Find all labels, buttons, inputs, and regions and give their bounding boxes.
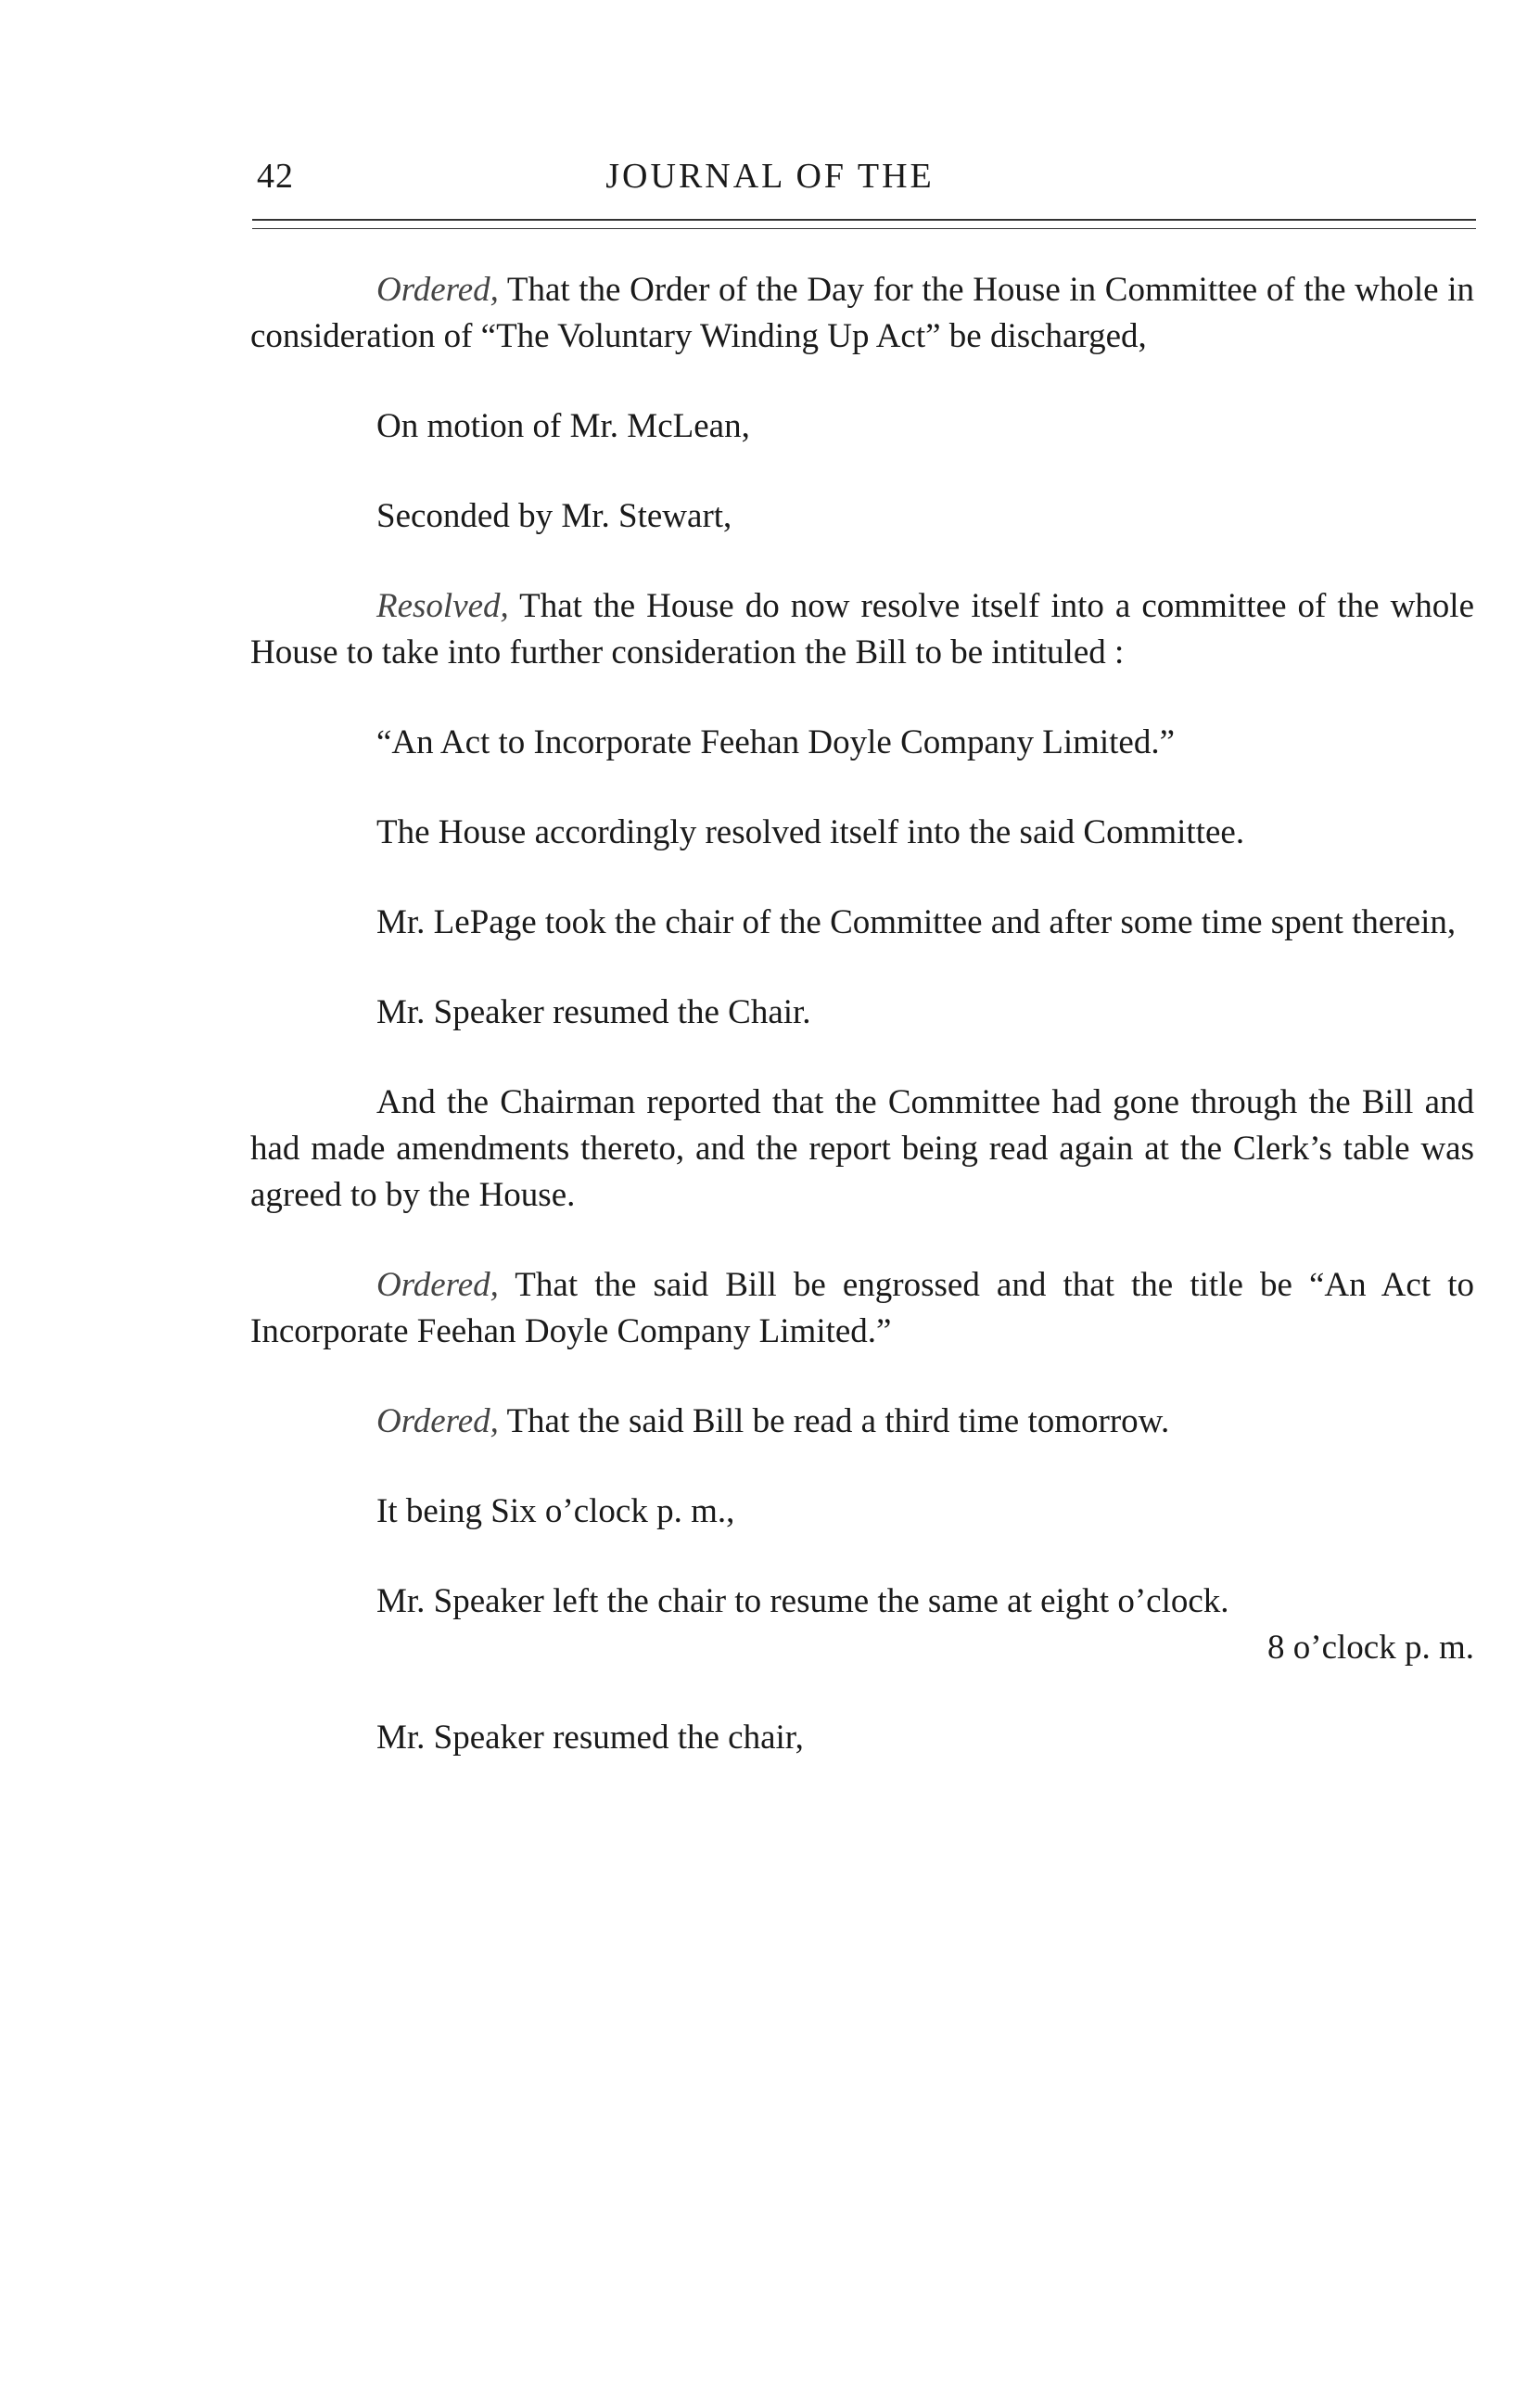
page-number: 42 (257, 157, 294, 196)
header-rule-bottom (252, 228, 1476, 229)
paragraph-text: On motion of Mr. McLean, (376, 407, 750, 445)
paragraph-text: “An Act to Incorporate Feehan Doyle Company Limited.” (376, 723, 1176, 761)
paragraph-text: Mr. LePage took the chair of the Committee and after some time spent therein, (376, 903, 1457, 941)
paragraph-text: That the said Bill be engrossed and that the title be “An Act to Incorporate Feehan Doyle Company Limited.” (250, 1266, 1474, 1350)
paragraph-text: Mr. Speaker resumed the Chair. (376, 993, 811, 1031)
paragraph-motion (250, 403, 1474, 450)
paragraph-text: That the said Bill be read a third time tomorrow. (498, 1402, 1170, 1440)
paragraph-text: The House accordingly resolved itself into the said Committee. (376, 813, 1245, 851)
header-rule-top (252, 219, 1476, 221)
paragraph-text: It being Six o’clock p. m., (376, 1492, 735, 1530)
paragraph-lead: Ordered, (376, 1402, 499, 1440)
journal-body (250, 267, 1474, 1805)
paragraph-speaker-resumed (250, 990, 1474, 1036)
paragraph-text: And the Chairman reported that the Committee had gone through the Bill and had made amendments thereto, and the report being read again at the Clerk’s table was agreed to by the House. (250, 1083, 1474, 1214)
paragraph-speaker-resumed-chair: Mr. Speaker resumed the chair, (376, 1719, 804, 1757)
paragraph-text: That the Order of the Day for the House in Committee of the whole in consideration of “The Voluntary Winding Up Act” be discharged, (250, 271, 1474, 355)
time-note: 8 o’clock p. m. (1267, 1629, 1474, 1667)
running-title: JOURNAL OF THE (605, 157, 935, 196)
paragraph-house-resolved (250, 810, 1474, 856)
paragraph-bill-title (250, 720, 1474, 766)
paragraph-ordered-third-reading (250, 1399, 1474, 1445)
paragraph-lepage-chair (250, 900, 1474, 946)
paragraph-lead: Ordered, (376, 271, 499, 309)
paragraph-speaker-left (250, 1579, 1474, 1625)
paragraph-ordered-discharge (250, 267, 1474, 360)
paragraph-text: That the House do now resolve itself into a committee of the whole House to take into further consideration the Bill to be intituled : (250, 587, 1474, 671)
paragraph-text: Mr. Speaker left the chair to resume the same at eight o’clock. (376, 1582, 1229, 1620)
paragraph-six-oclock (250, 1489, 1474, 1535)
paragraph-lead: Ordered, (376, 1266, 499, 1304)
paragraph-resolved (250, 583, 1474, 676)
paragraph-lead: Resolved, (376, 587, 509, 625)
paragraph-chairman-reported (250, 1080, 1474, 1219)
paragraph-seconded (250, 493, 1474, 540)
paragraph-ordered-engrossed (250, 1262, 1474, 1355)
paragraph-text: Seconded by Mr. Stewart, (376, 497, 732, 535)
